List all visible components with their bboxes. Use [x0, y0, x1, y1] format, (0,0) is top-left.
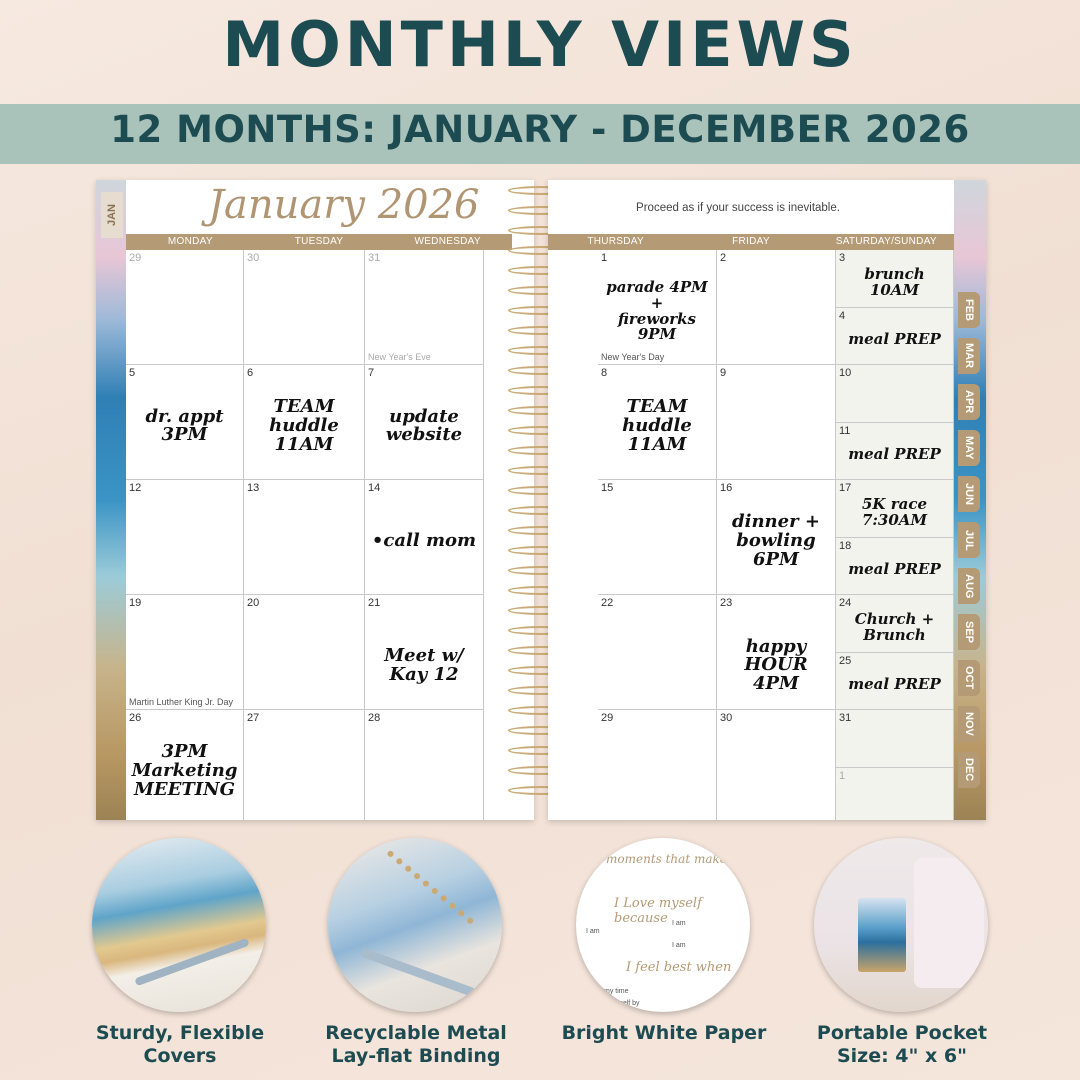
handwritten-note: dr. appt 3PM	[145, 405, 224, 446]
day-number: 3	[839, 252, 846, 264]
left-day-header	[126, 234, 512, 250]
day-name: WEDNESDAY	[414, 236, 481, 247]
day-cell[interactable]	[717, 480, 836, 595]
month-tab-jun[interactable]: JUN	[958, 476, 980, 512]
day-number: 2	[720, 252, 727, 264]
paper-text: I am	[672, 920, 686, 927]
day-number: 30	[247, 252, 260, 264]
month-tab-nov[interactable]: NOV	[958, 706, 980, 742]
pocket-planner-icon	[858, 898, 906, 972]
day-cell[interactable]	[365, 365, 484, 480]
day-number: 11	[839, 424, 851, 437]
handwritten-note: update website	[385, 405, 463, 446]
left-sheet	[126, 180, 534, 820]
handwritten-note: •call mom	[371, 530, 477, 552]
planner-left-page	[96, 180, 534, 820]
handwritten-note: dinner + bowling 6PM	[732, 511, 820, 570]
day-cell[interactable]	[836, 423, 954, 481]
covers-photo	[92, 838, 266, 1012]
motivational-quote: Proceed as if your success is inevitable.	[636, 202, 840, 214]
day-cell[interactable]	[836, 710, 954, 768]
holiday-label: Martin Luther King Jr. Day	[129, 697, 234, 707]
day-cell[interactable]	[598, 250, 717, 365]
day-number: 24	[839, 597, 852, 609]
day-cell[interactable]	[365, 480, 484, 595]
day-name: MONDAY	[167, 236, 213, 247]
paper-text: I am	[586, 928, 600, 935]
binding-photo	[328, 838, 502, 1012]
cover-art-strip	[96, 180, 126, 820]
day-number: 22	[601, 597, 614, 609]
day-number: 26	[129, 712, 142, 724]
month-tab-apr[interactable]: APR	[958, 384, 980, 420]
day-cell[interactable]	[836, 365, 954, 423]
handwritten-note: TEAM huddle 11AM	[269, 396, 339, 455]
day-name: FRIDAY	[732, 236, 770, 247]
day-number: 15	[601, 482, 614, 494]
day-name: SATURDAY/SUNDAY	[835, 236, 937, 247]
day-cell[interactable]	[598, 710, 717, 820]
day-cell[interactable]	[244, 595, 365, 710]
day-number: 18	[839, 539, 852, 552]
feature-caption: Sturdy, Flexible Covers	[95, 1022, 265, 1067]
day-cell[interactable]	[365, 595, 484, 710]
feature-caption: Recyclable Metal Lay-flat Binding	[325, 1022, 507, 1067]
day-cell[interactable]	[598, 480, 717, 595]
holiday-label: New Year's Eve	[368, 352, 431, 362]
day-number: 29	[129, 252, 142, 264]
day-number: 1	[601, 252, 608, 264]
paper-text: I feel best when	[626, 960, 732, 975]
month-tab-sep[interactable]: SEP	[958, 614, 980, 650]
day-number: 17	[839, 482, 852, 494]
day-number: 8	[601, 367, 608, 379]
day-cell[interactable]	[126, 595, 244, 710]
size-photo	[814, 838, 988, 1012]
headline: MONTHLY VIEWS	[222, 8, 858, 81]
month-tab-feb[interactable]: FEB	[958, 292, 980, 328]
day-number: 12	[129, 482, 142, 494]
day-number: 30	[720, 712, 733, 724]
day-cell[interactable]	[836, 595, 954, 653]
day-number: 28	[368, 712, 381, 724]
handwritten-note: happy HOUR 4PM	[744, 635, 808, 695]
subheadline: 12 MONTHS: JANUARY - DECEMBER 2026	[110, 108, 970, 151]
day-cell[interactable]	[126, 250, 244, 365]
day-cell[interactable]	[836, 768, 954, 821]
holiday-label: New Year's Day	[601, 352, 665, 362]
day-number: 13	[247, 482, 260, 494]
month-title: January 2026	[208, 182, 480, 228]
right-day-header	[548, 234, 954, 250]
day-number: 9	[720, 367, 727, 379]
day-cell[interactable]	[126, 480, 244, 595]
paper-text: moments that make me	[606, 852, 750, 866]
day-number: 19	[129, 597, 142, 609]
spiral-rings-icon	[352, 850, 475, 967]
handwritten-note: Church + Brunch	[854, 610, 935, 644]
day-number: 25	[839, 654, 852, 667]
day-cell[interactable]	[836, 538, 954, 596]
day-number: 23	[720, 597, 733, 609]
month-tab-mar[interactable]: MAR	[958, 338, 980, 374]
month-tab-aug[interactable]: AUG	[958, 568, 980, 604]
feature-caption: Bright White Paper	[561, 1022, 767, 1044]
day-cell[interactable]	[365, 710, 484, 820]
day-cell[interactable]	[244, 710, 365, 820]
right-sheet	[548, 180, 954, 820]
handwritten-note: 5K race 7:30AM	[861, 495, 928, 529]
day-number: 31	[839, 712, 852, 724]
day-cell[interactable]	[244, 250, 365, 365]
day-name: THURSDAY	[587, 236, 644, 247]
handwritten-note: Meet w/ Kay 12	[384, 645, 464, 685]
day-cell[interactable]	[836, 308, 954, 366]
feature-caption: Portable Pocket Size: 4" x 6"	[816, 1022, 988, 1067]
day-number: 29	[601, 712, 614, 724]
month-tab-jan[interactable]: JAN	[101, 192, 123, 238]
day-cell[interactable]	[836, 250, 954, 308]
pen-icon	[134, 938, 249, 987]
day-cell[interactable]	[836, 653, 954, 711]
handwritten-note: parade 4PM + fireworks 9PM	[606, 278, 708, 344]
day-cell[interactable]	[717, 250, 836, 365]
day-number: 10	[839, 367, 852, 379]
day-number: 16	[720, 482, 733, 494]
handwritten-note: meal PREP	[848, 445, 941, 464]
handwritten-note: meal PREP	[848, 560, 941, 579]
paper-text: I am	[672, 942, 686, 949]
day-name: TUESDAY	[294, 236, 344, 247]
day-cell[interactable]	[717, 365, 836, 480]
day-number: 4	[839, 309, 846, 322]
day-cell[interactable]	[244, 480, 365, 595]
month-tab-oct[interactable]: OCT	[958, 660, 980, 696]
handwritten-note: meal PREP	[848, 675, 941, 694]
day-number: 1	[839, 769, 846, 782]
day-number: 7	[368, 367, 375, 379]
day-cell[interactable]	[126, 710, 244, 820]
paper-photo	[576, 838, 750, 1012]
day-cell[interactable]	[598, 365, 717, 480]
month-tab-jul[interactable]: JUL	[958, 522, 980, 558]
day-cell[interactable]	[717, 595, 836, 710]
handwritten-note: meal PREP	[848, 330, 941, 349]
month-tab-may[interactable]: MAY	[958, 430, 980, 466]
day-number: 20	[247, 597, 260, 609]
handwritten-note: 3PM Marketing MEETING	[131, 741, 238, 800]
planner-right-page	[548, 180, 986, 820]
day-cell[interactable]	[598, 595, 717, 710]
day-cell[interactable]	[836, 480, 954, 538]
day-number: 27	[247, 712, 260, 724]
paper-text: my time	[604, 988, 629, 995]
day-number: 31	[368, 252, 381, 264]
day-cell[interactable]	[244, 365, 365, 480]
day-cell[interactable]	[717, 710, 836, 820]
paper-text: I Love myself because	[614, 896, 702, 926]
day-number: 5	[129, 367, 136, 379]
pen-icon	[360, 948, 476, 997]
handwritten-note: TEAM huddle 11AM	[622, 396, 692, 455]
day-number: 14	[368, 482, 381, 494]
month-tab-dec[interactable]: DEC	[958, 752, 980, 788]
handwritten-note: brunch 10AM	[864, 265, 925, 299]
day-cell[interactable]	[365, 250, 484, 365]
paper-text: myself by	[610, 1000, 640, 1007]
day-number: 21	[368, 597, 381, 609]
day-cell[interactable]	[126, 365, 244, 480]
bag-icon	[914, 858, 984, 988]
day-number: 6	[247, 367, 254, 379]
